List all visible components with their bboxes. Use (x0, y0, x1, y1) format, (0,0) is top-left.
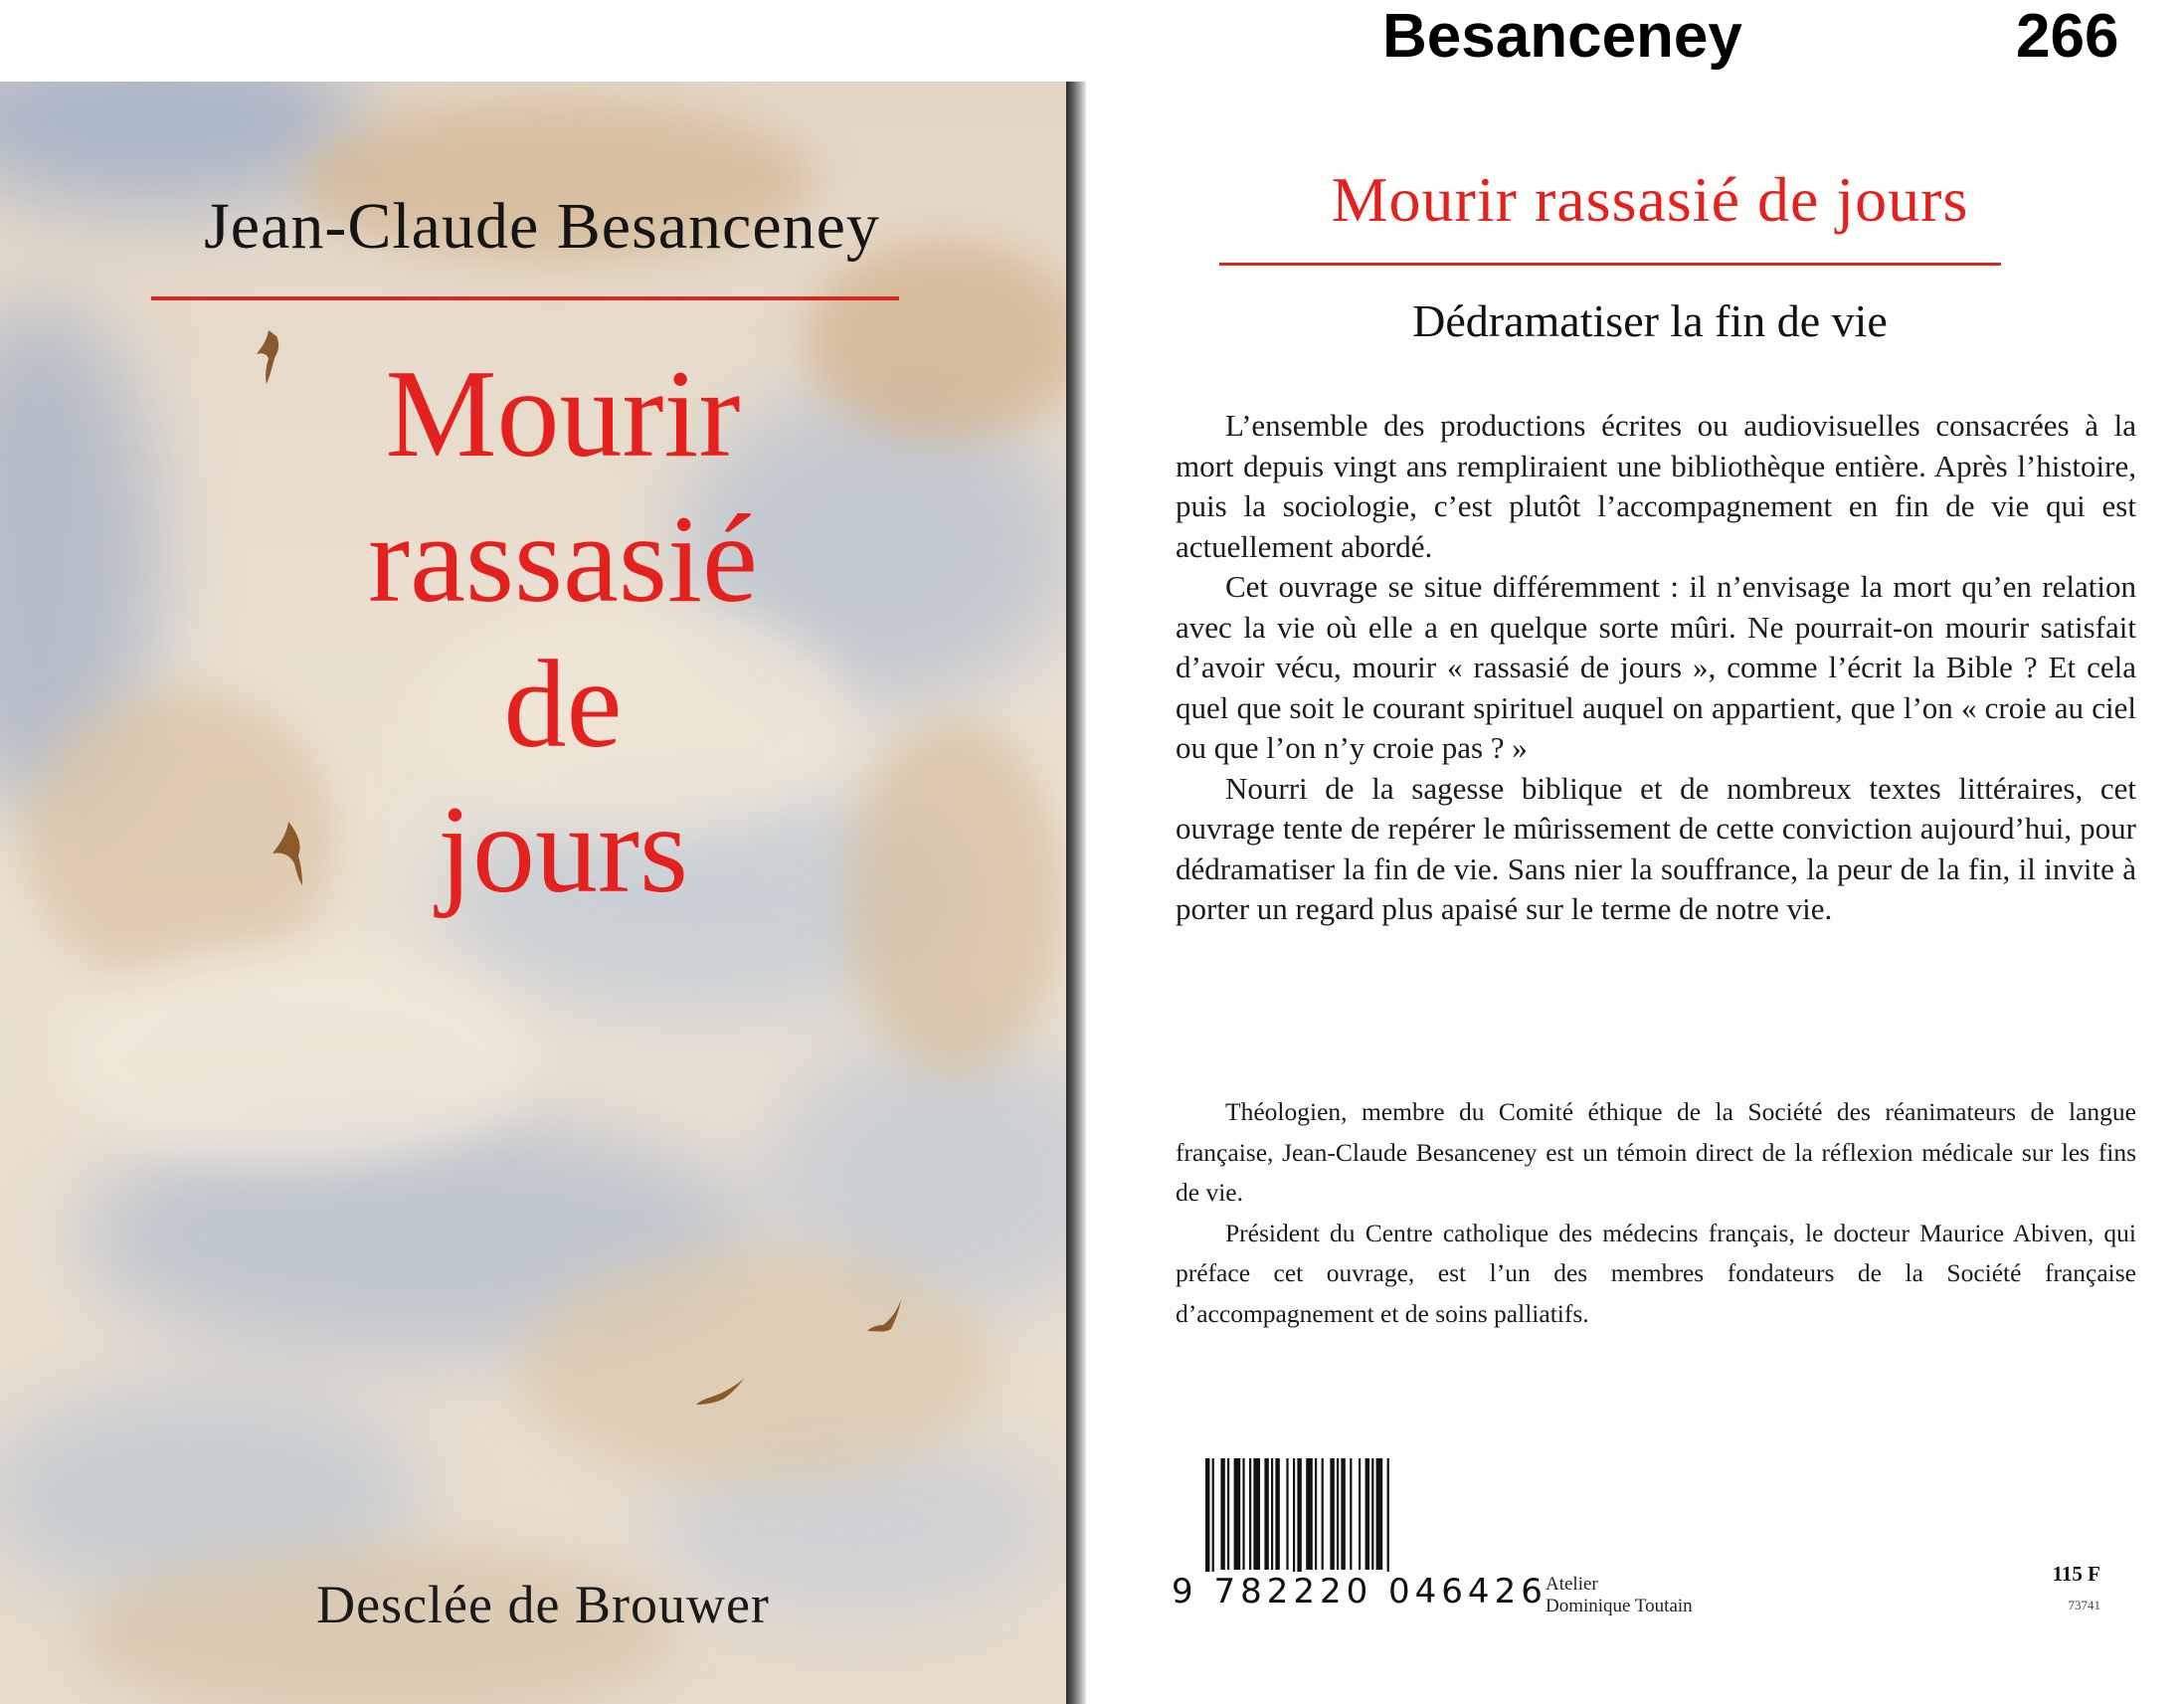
front-title-line: Mourir (385, 345, 741, 483)
bio-paragraph: Théologien, membre du Comité éthique de la Société des réanimateurs de langue française, Jean-Claude Besanceney est un témoin direct de la réflexion médicale sur les fins de vie. (1176, 1097, 2136, 1207)
barcode-bar (1227, 1458, 1229, 1570)
barcode-bar (1234, 1458, 1241, 1570)
studio-line: Dominique Toutain (1546, 1596, 1693, 1616)
header-author-label: Besanceney (1382, 2, 1742, 71)
barcode-bar (1387, 1458, 1389, 1588)
front-author-name: Jean-Claude Besanceney (204, 190, 880, 263)
barcode-bar (1376, 1458, 1383, 1570)
bird-icon (692, 1375, 748, 1411)
barcode-bar (1275, 1458, 1279, 1570)
front-title-line: de (503, 636, 623, 774)
front-cover (0, 82, 1066, 1704)
studio-line: Atelier (1546, 1574, 1598, 1595)
front-publisher-name: Desclée de Brouwer (316, 1575, 770, 1634)
barcode-bar (1337, 1458, 1339, 1570)
barcode-bar (1350, 1458, 1352, 1570)
barcode-bar (1293, 1458, 1295, 1588)
barcode-bar (1220, 1458, 1224, 1570)
blurb-paragraph: Nourri de la sagesse biblique et de nombreux textes littéraires, cet ouvrage tente de repérer le mûrissement de cette conviction aujourd’hui, pour dédramatiser la fin de vie. Sans nier la souffrance, la peur de la fin, il invite à porter un regard plus apaisé sur le terme de notre vie. (1176, 770, 2136, 926)
barcode-bar (1315, 1458, 1317, 1570)
front-title-line: rassasié (368, 490, 758, 629)
blurb-paragraph: Cet ouvrage se situe différemment : il n’envisage la mort qu’en relation avec la vie où elle a en quelque sorte mûri. Ne pourrait-on mourir satisfait d’avoir vécu, mourir « rassasié de jours », comme l’écrit la Bible ? Et cela quel que soit le courant spirituel auquel on appartient, que l’on « croie au ciel ou que l’on n’y croie pas ? » (1176, 569, 2136, 765)
front-title-rule (151, 296, 899, 300)
barcode-bar (1306, 1458, 1313, 1570)
bird-icon (863, 1295, 907, 1345)
back-subtitle: Dédramatiser la fin de vie (1412, 295, 1888, 346)
barcode-bar (1271, 1458, 1273, 1570)
barcode-bar (1330, 1458, 1334, 1570)
back-cover (1086, 82, 2184, 1704)
front-title-line: jours (438, 781, 688, 919)
back-title-rule (1219, 263, 2001, 266)
author-bio (1176, 1092, 2136, 1334)
design-studio-credit (1546, 1574, 1693, 1617)
bio-paragraph: Président du Centre catholique des médecins français, le docteur Maurice Abiven, qui préface cet ouvrage, est l’un des membres fondateurs de la Société française d’accompagnement et de soins palliatifs. (1176, 1218, 2136, 1328)
book-spine-gap (1066, 82, 1086, 1704)
blurb-paragraph: L’ensemble des productions écrites ou audiovisuelles consacrées à la mort depuis vingt ans rempliraient une bibliothèque entière. Après l’histoire, puis la sociologie, c’est plutôt l’accompagnement en fin de vie qui est actuellement abordé. (1176, 408, 2136, 564)
barcode-bar (1359, 1458, 1361, 1570)
barcode-bar (1371, 1458, 1373, 1570)
barcode-bar (1286, 1458, 1288, 1570)
barcode-bar (1249, 1458, 1251, 1570)
barcode-bar (1212, 1458, 1214, 1588)
back-book-title: Mourir rassasié de jours (1331, 164, 1969, 235)
price-label: 115 F (2052, 1562, 2100, 1586)
front-book-title (0, 342, 1066, 923)
barcode-bar (1297, 1458, 1301, 1588)
barcode-bar (1253, 1458, 1260, 1570)
isbn-barcode (1201, 1458, 1472, 1588)
header-number-label: 266 (2016, 2, 2119, 71)
barcode-bar (1322, 1458, 1324, 1570)
barcode-bar (1242, 1458, 1244, 1570)
back-blurb (1176, 406, 2136, 930)
barcode-digits: 9 782220 046426 (1172, 1572, 1547, 1611)
barcode-bar (1341, 1458, 1345, 1570)
barcode-bar (1365, 1458, 1369, 1570)
barcode-bar (1264, 1458, 1268, 1570)
reference-code: 73741 (2068, 1598, 2100, 1612)
barcode-bar (1205, 1458, 1209, 1588)
